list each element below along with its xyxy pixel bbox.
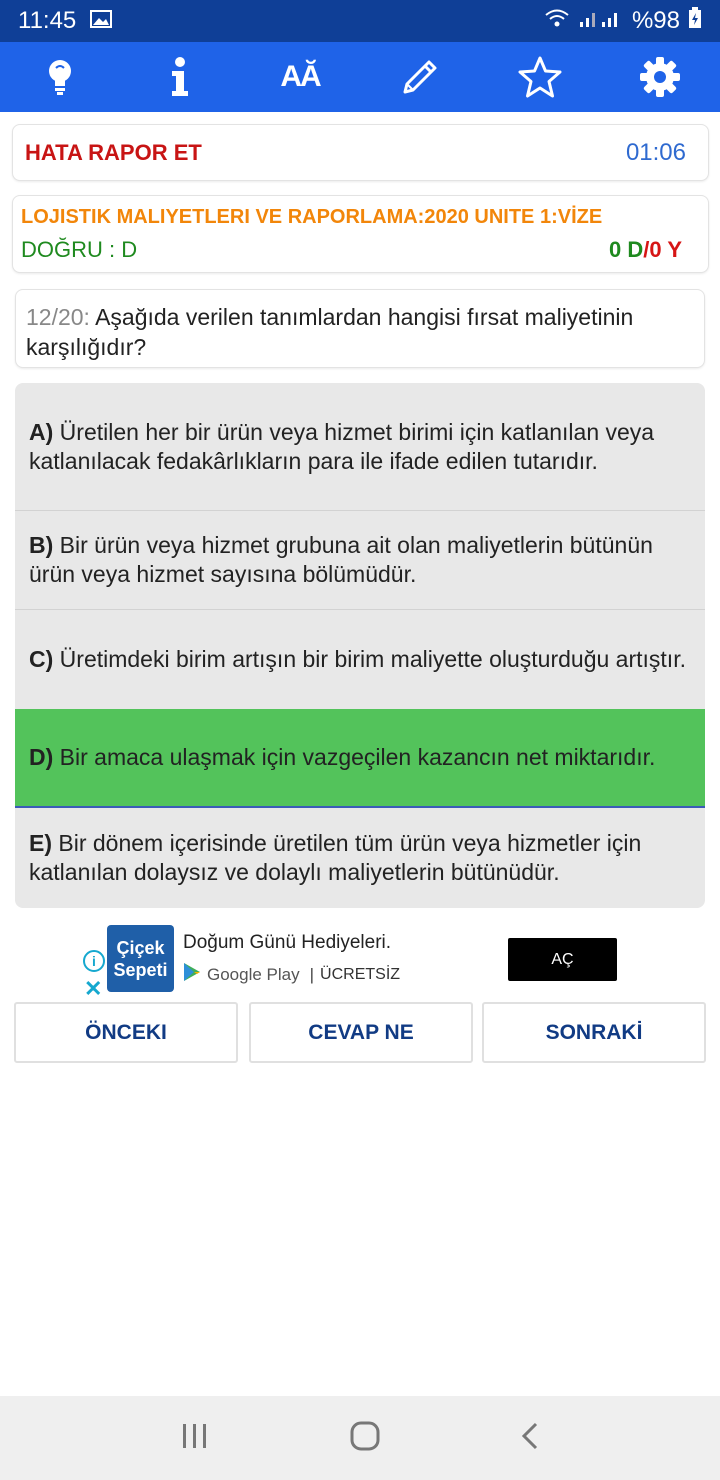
ad-title: Doğum Günü Hediyeleri. [183,932,392,953]
option-b[interactable] [15,511,705,609]
score-correct: 0 D [609,237,644,262]
option-c[interactable] [15,610,705,708]
text-size-icon[interactable] [270,47,330,107]
logo-line-1: Çiçek [116,937,165,958]
advertiser-logo [107,925,174,992]
info-icon[interactable] [150,47,210,107]
gallery-icon [90,7,112,35]
status-bar [0,0,720,42]
options-list [15,383,705,908]
battery-icon [688,7,702,36]
option-d[interactable] [15,709,705,808]
home-icon[interactable] [350,1421,380,1456]
settings-icon[interactable] [630,47,690,107]
separator: | [309,964,315,984]
option-letter: A) [29,418,54,445]
report-card [12,124,709,181]
timer: 01:06 [625,138,686,166]
back-icon[interactable] [520,1421,540,1456]
pencil-icon[interactable] [390,47,450,107]
ad-info-icon[interactable]: i [83,950,105,972]
option-text: Bir ürün veya hizmet grubuna ait olan maliyetlerin bütünün ürün veya hizmet sayısına bölümüdür. [29,532,653,587]
option-a[interactable] [15,383,705,510]
star-icon[interactable] [510,47,570,107]
google-play-icon [183,962,201,987]
course-card [12,195,709,273]
option-letter: B) [29,532,54,558]
previous-button[interactable]: ÖNCEKI [14,1002,238,1063]
signal-icon [578,7,624,35]
top-toolbar [0,42,720,112]
option-e[interactable] [15,808,705,908]
logo-line-2: Sepeti [113,959,168,980]
score-separator: / [643,237,650,262]
next-button[interactable]: SONRAKİ [482,1002,706,1063]
ad-close-icon[interactable]: ✕ [84,976,103,1001]
question-card [15,289,705,368]
option-letter: D) [29,744,54,770]
option-letter: C) [29,645,54,672]
correct-answer-label: DOĞRU : D [21,237,138,262]
ad-banner[interactable] [80,922,640,1001]
score [609,237,682,263]
wifi-icon [544,7,570,35]
option-text: Bir amaca ulaşmak için vazgeçilen kazancın net miktarıdır. [53,744,656,770]
option-text: Bir dönem içerisinde üretilen tüm ürün veya hizmetler için katlanılan dolaysız ve dolaylı maliyetlerin bütünüdür. [29,830,642,885]
ad-price: ÜCRETSİZ [320,965,401,983]
question-text: Aşağıda verilen tanımlardan hangisi fırsat maliyetinin karşılığıdır? [26,304,634,360]
score-wrong: 0 Y [649,237,682,262]
recent-apps-icon[interactable] [180,1422,210,1455]
option-letter: E) [29,830,52,856]
option-text: Üretimdeki birim artışın bir birim maliyette oluşturduğu artıştır. [53,645,686,672]
battery-percent: %98 [631,7,680,34]
lightbulb-icon[interactable] [30,47,90,107]
course-title: LOJISTIK MALIYETLERI VE RAPORLAMA:2020 UNITE 1:VİZE [21,206,603,228]
show-answer-button[interactable]: CEVAP NE [249,1002,473,1063]
system-nav-bar [0,1396,720,1480]
ad-store-name: Google Play [207,964,300,984]
question-number: 12/20: [26,304,90,330]
option-text: Üretilen her bir ürün veya hizmet birimi için katlanılan veya katlanılacak fedakârlıkların para ile ifade edilen tutarıdır. [29,418,655,474]
text-size-label: AĂ [280,60,320,93]
ad-store [183,962,400,987]
ad-open-button[interactable]: AÇ [508,938,617,981]
status-time: 11:45 [18,7,77,34]
report-error-button[interactable]: HATA RAPOR ET [25,139,202,165]
